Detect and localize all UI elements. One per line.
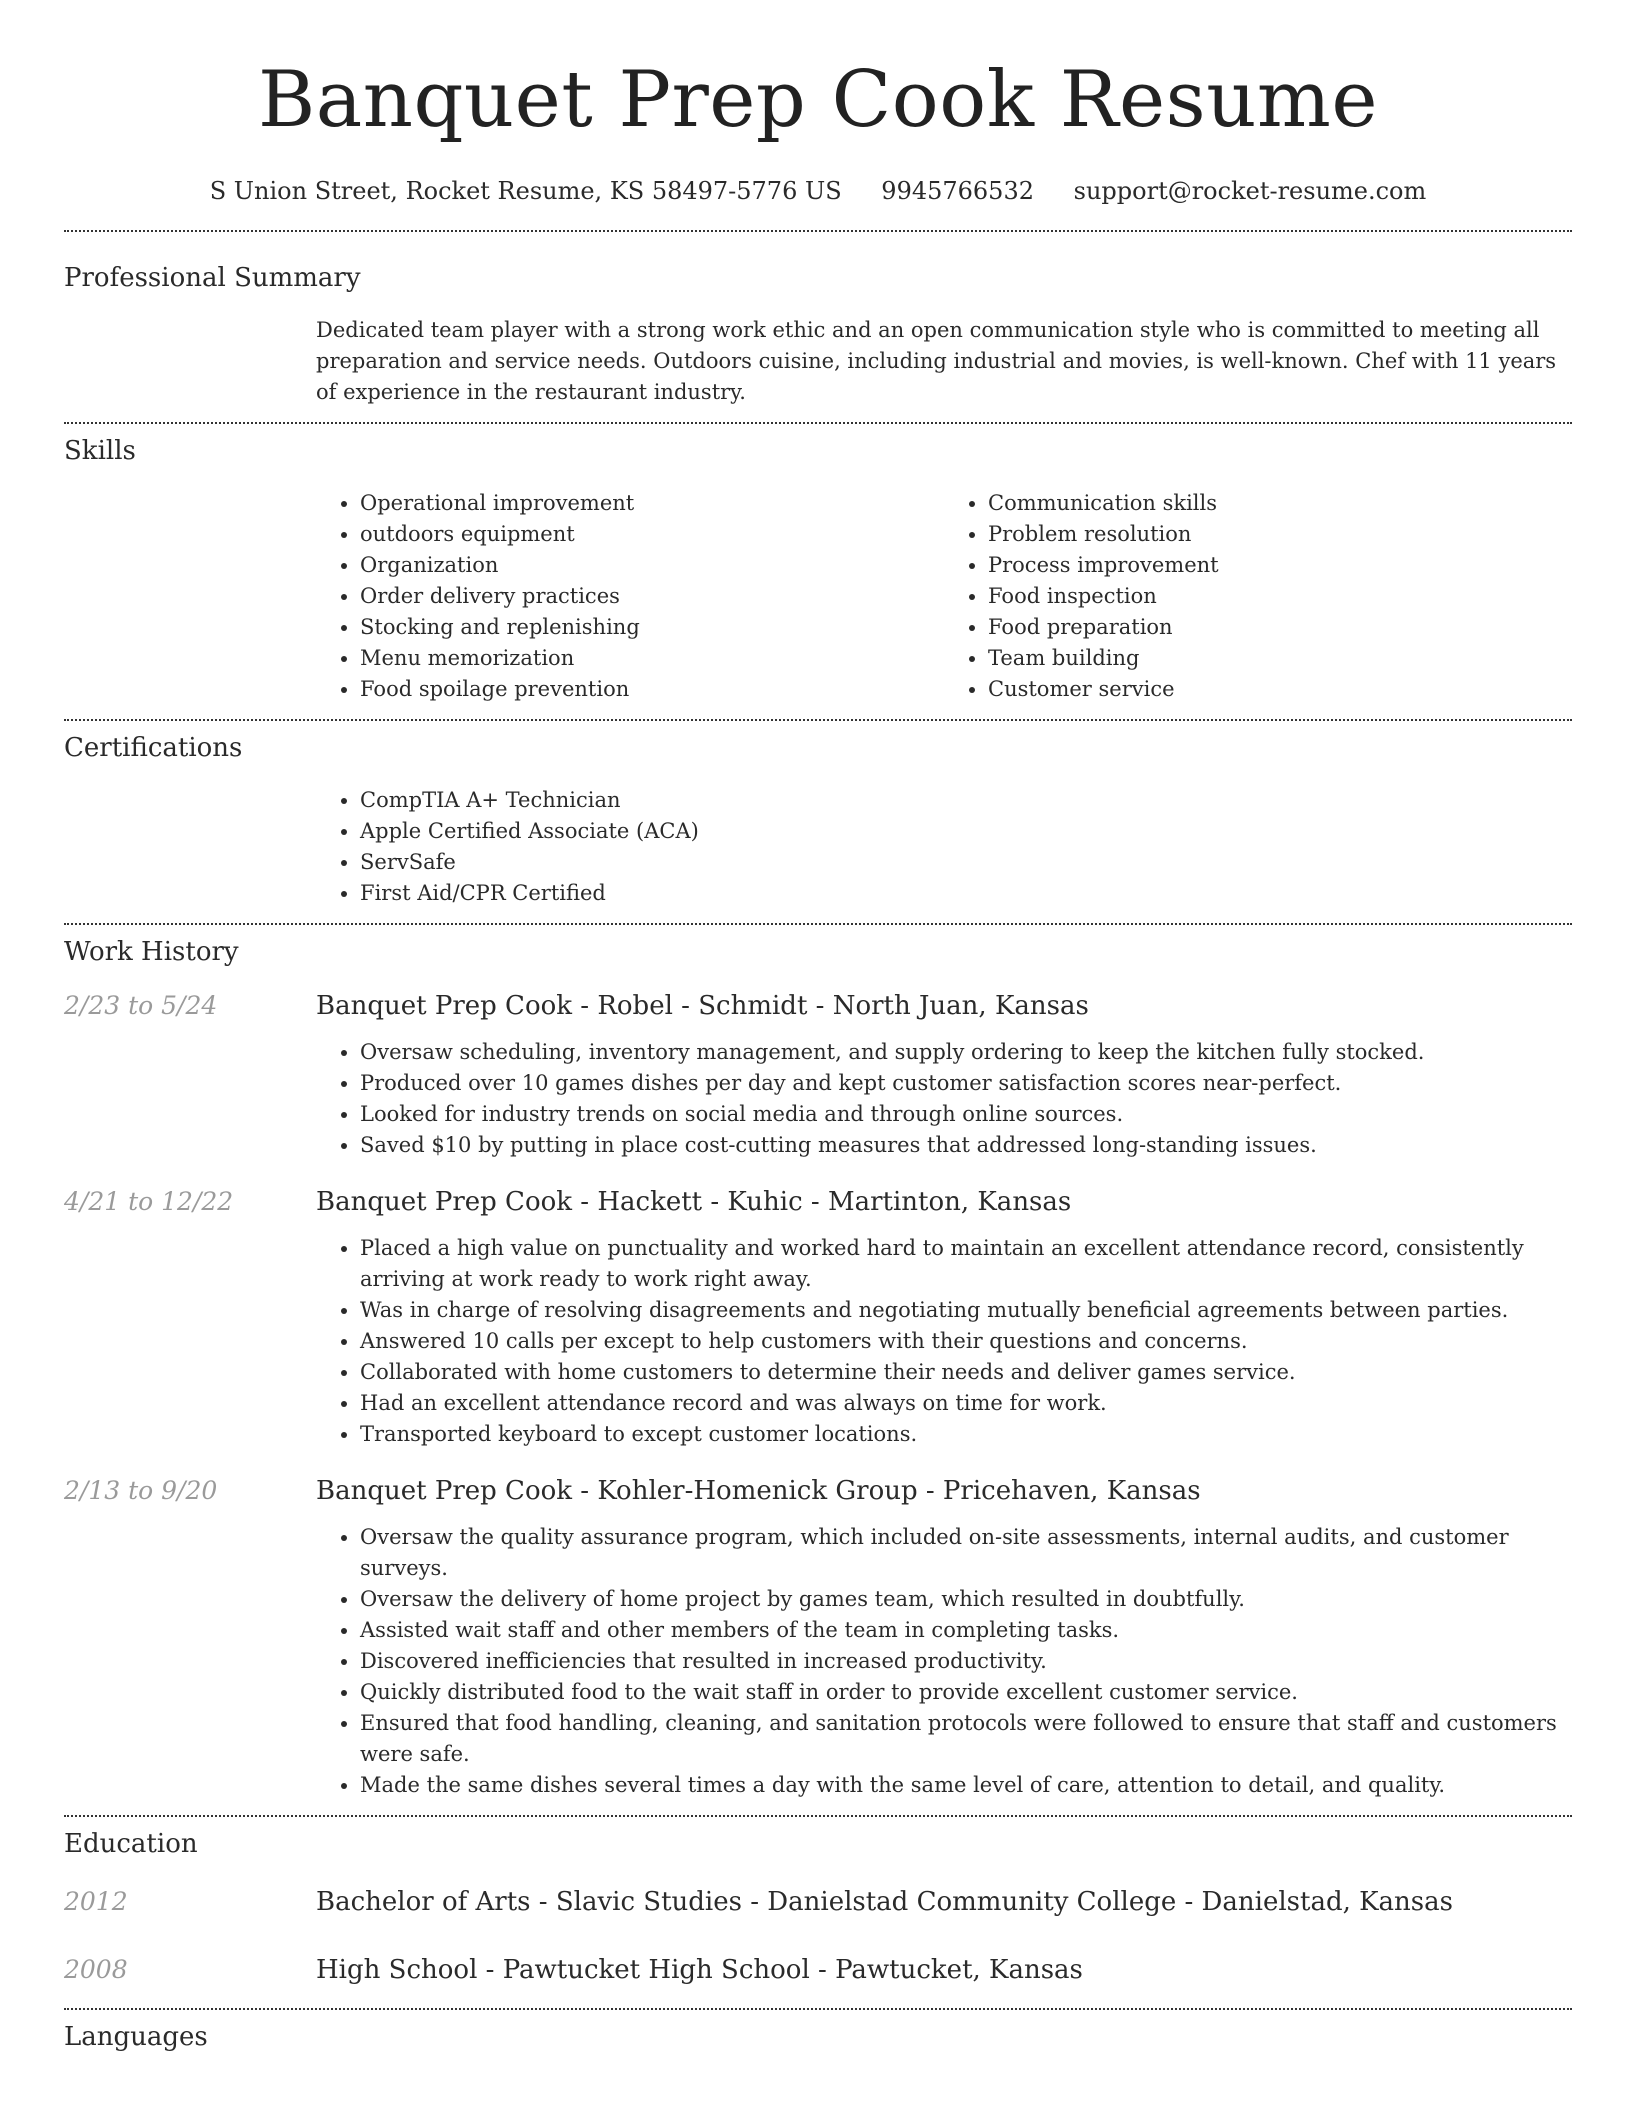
job-entry (64, 1474, 1572, 1801)
job-dates: 2/23 to 5/24 (64, 991, 218, 1020)
section-divider (64, 230, 1572, 232)
job-bullet: • Had an excellent attendance record and was always on time for work. (360, 1388, 1572, 1419)
skills-list-left (316, 488, 944, 705)
languages-section (64, 2020, 1572, 2054)
education-degree: High School - Pawtucket High School - Pawtucket, Kansas (316, 1955, 1083, 1985)
skill-item: • Organization (360, 550, 944, 581)
job-bullet: • Answered 10 calls per except to help customers with their questions and concerns. (360, 1326, 1572, 1357)
job-bullet: • Assisted wait staff and other members of the team in completing tasks. (360, 1615, 1572, 1646)
job-bullet: • Placed a high value on punctuality and worked hard to maintain an excellent attendance record, consistently arriving at work ready to work right away. (360, 1233, 1572, 1295)
education-year: 2012 (64, 1887, 128, 1916)
job-bullet: • Transported keyboard to except customer locations. (360, 1419, 1572, 1450)
job-title: Banquet Prep Cook - Kohler-Homenick Group - Pricehaven, Kansas (316, 1476, 1201, 1506)
job-bullet: • Discovered inefficiencies that resulted in increased productivity. (360, 1646, 1572, 1677)
job-bullet: • Saved $10 by putting in place cost-cutting measures that addressed long-standing issues. (360, 1130, 1572, 1161)
jobs-container (64, 989, 1572, 1801)
work-history-section (64, 935, 1572, 1801)
job-bullets (316, 1037, 1572, 1161)
education-heading: Education (64, 1829, 198, 1859)
section-divider (64, 719, 1572, 721)
job-entry (64, 1185, 1572, 1450)
skills-section (64, 434, 1572, 705)
skill-item: • Process improvement (988, 550, 1572, 581)
job-dates: 2/13 to 9/20 (64, 1476, 218, 1505)
job-bullet: • Was in charge of resolving disagreements and negotiating mutually beneficial agreements between parties. (360, 1295, 1572, 1326)
resume-page (64, 0, 1572, 2054)
certifications-section (64, 731, 1572, 909)
skill-item: • Food inspection (988, 581, 1572, 612)
section-divider (64, 923, 1572, 925)
job-dates: 4/21 to 12/22 (64, 1187, 234, 1216)
certifications-list (316, 785, 1572, 909)
job-bullet: • Oversaw the delivery of home project by games team, which resulted in doubtfully. (360, 1584, 1572, 1615)
contact-line (64, 176, 1572, 206)
skill-item: • Operational improvement (360, 488, 944, 519)
education-section (64, 1827, 1572, 1987)
skill-item: • Food spoilage prevention (360, 674, 944, 705)
skills-columns (316, 488, 1572, 705)
education-entry (64, 1885, 1572, 1919)
job-bullet: • Collaborated with home customers to determine their needs and deliver games service. (360, 1357, 1572, 1388)
job-bullet: • Ensured that food handling, cleaning, and sanitation protocols were followed to ensure that staff and customers were safe. (360, 1708, 1572, 1770)
skills-list-right (944, 488, 1572, 705)
job-bullet: • Looked for industry trends on social media and through online sources. (360, 1099, 1572, 1130)
job-title: Banquet Prep Cook - Hackett - Kuhic - Martinton, Kansas (316, 1187, 1072, 1217)
skill-item: • Problem resolution (988, 519, 1572, 550)
job-bullet: • Oversaw scheduling, inventory management, and supply ordering to keep the kitchen fully stocked. (360, 1037, 1572, 1068)
education-year: 2008 (64, 1955, 128, 1984)
job-bullet: • Made the same dishes several times a day with the same level of care, attention to detail, and quality. (360, 1770, 1572, 1801)
skill-item: • Menu memorization (360, 643, 944, 674)
job-bullet: • Oversaw the quality assurance program, which included on-site assessments, internal audits, and customer surveys. (360, 1522, 1572, 1584)
job-bullets (316, 1522, 1572, 1801)
section-divider (64, 2008, 1572, 2010)
summary-section (64, 261, 1572, 408)
skill-item: • Communication skills (988, 488, 1572, 519)
certification-item: • Apple Certified Associate (ACA) (360, 816, 1572, 847)
job-bullet: • Quickly distributed food to the wait staff in order to provide excellent customer service. (360, 1677, 1572, 1708)
skills-heading: Skills (64, 436, 136, 466)
contact-email: support@rocket-resume.com (1073, 177, 1427, 205)
contact-address: S Union Street, Rocket Resume, KS 58497-5776 US (209, 177, 842, 205)
work-history-heading: Work History (64, 937, 239, 967)
job-bullets (316, 1233, 1572, 1450)
education-entry (64, 1953, 1572, 1987)
skill-item: • Customer service (988, 674, 1572, 705)
certifications-heading: Certifications (64, 733, 243, 763)
resume-title: Banquet Prep Cook Resume (257, 55, 1379, 145)
summary-heading: Professional Summary (64, 263, 361, 293)
job-bullet: • Produced over 10 games dishes per day and kept customer satisfaction scores near-perfect. (360, 1068, 1572, 1099)
summary-text: Dedicated team player with a strong work ethic and an open communication style who is committed to meeting all preparation and service needs. Outdoors cuisine, including industrial and movies, is well-known. Chef with 11 years of experience in the restaurant industry. (316, 318, 1557, 404)
job-title: Banquet Prep Cook - Robel - Schmidt - North Juan, Kansas (316, 991, 1089, 1021)
job-entry (64, 989, 1572, 1161)
skill-item: • outdoors equipment (360, 519, 944, 550)
skill-item: • Stocking and replenishing (360, 612, 944, 643)
certification-item: • First Aid/CPR Certified (360, 878, 1572, 909)
section-divider (64, 422, 1572, 424)
education-degree: Bachelor of Arts - Slavic Studies - Danielstad Community College - Danielstad, Kansas (316, 1887, 1453, 1917)
certification-item: • ServSafe (360, 847, 1572, 878)
skill-item: • Order delivery practices (360, 581, 944, 612)
education-container (64, 1885, 1572, 1987)
contact-phone: 9945766532 (881, 177, 1034, 205)
languages-heading: Languages (64, 2022, 208, 2052)
skill-item: • Food preparation (988, 612, 1572, 643)
certification-item: • CompTIA A+ Technician (360, 785, 1572, 816)
section-divider (64, 1815, 1572, 1817)
skill-item: • Team building (988, 643, 1572, 674)
